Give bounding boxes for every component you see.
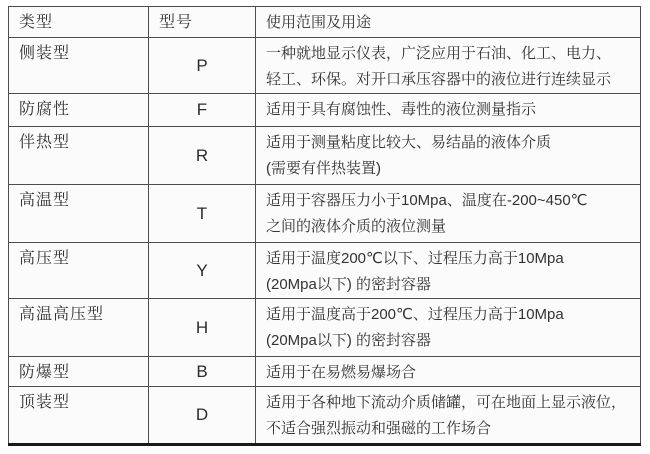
column-header-usage: 使用范围及用途 bbox=[256, 7, 641, 38]
table-row bbox=[9, 38, 641, 94]
usage-cell bbox=[256, 38, 641, 94]
usage-line: 不适合强烈振动和强磁的工作场合 bbox=[266, 420, 492, 437]
model-cell: R bbox=[149, 127, 256, 185]
header-row bbox=[9, 7, 641, 38]
type-cell: 高温型 bbox=[9, 185, 149, 243]
usage-line: 适用于测量粘度比较大、易结晶的液体介质 bbox=[266, 134, 552, 151]
table-row bbox=[9, 299, 641, 357]
usage-cell bbox=[256, 94, 641, 127]
usage-cell bbox=[256, 357, 641, 387]
usage-line: 轻工、环保。对开口承压容器中的液位进行连续显示 bbox=[266, 71, 612, 88]
model-cell: Y bbox=[149, 243, 256, 299]
table-row bbox=[9, 185, 641, 243]
usage-line: 一种就地显示仪表，广泛应用于石油、化工、电力、 bbox=[266, 45, 612, 62]
usage-line: 之间的液体介质的液位测量 bbox=[266, 218, 447, 235]
type-cell: 伴热型 bbox=[9, 127, 149, 185]
type-cell: 防爆型 bbox=[9, 357, 149, 387]
usage-cell bbox=[256, 185, 641, 243]
usage-cell bbox=[256, 387, 641, 445]
table-row bbox=[9, 387, 641, 445]
type-cell: 高压型 bbox=[9, 243, 149, 299]
column-header-model: 型号 bbox=[149, 7, 256, 38]
usage-line: 适用于容器压力小于10Mpa、温度在-200~450℃ bbox=[266, 192, 588, 209]
model-cell: D bbox=[149, 387, 256, 445]
usage-line: 适用于具有腐蚀性、毒性的液位测量指示 bbox=[266, 101, 537, 118]
usage-line: (需要有伴热装置) bbox=[266, 160, 381, 177]
table-row bbox=[9, 94, 641, 127]
table-row bbox=[9, 243, 641, 299]
model-cell: T bbox=[149, 185, 256, 243]
model-cell: H bbox=[149, 299, 256, 357]
model-cell: F bbox=[149, 94, 256, 127]
model-cell: B bbox=[149, 357, 256, 387]
table-row bbox=[9, 127, 641, 185]
table-row bbox=[9, 357, 641, 387]
usage-line: (20Mpa以下) 的密封容器 bbox=[266, 276, 432, 293]
type-cell: 顶装型 bbox=[9, 387, 149, 445]
usage-cell bbox=[256, 127, 641, 185]
type-cell: 高温高压型 bbox=[9, 299, 149, 357]
usage-line: 适用于在易燃易爆场合 bbox=[266, 364, 417, 381]
usage-line: 适用于各种地下流动介质储罐，可在地面上显示液位， bbox=[266, 394, 627, 411]
spec-table-container bbox=[8, 6, 641, 446]
model-cell: P bbox=[149, 38, 256, 94]
usage-cell bbox=[256, 243, 641, 299]
usage-line: 适用于温度200℃以下、过程压力高于10Mpa bbox=[266, 250, 564, 267]
usage-line: (20Mpa以下) 的密封容器 bbox=[266, 332, 432, 349]
column-header-type: 类型 bbox=[9, 7, 149, 38]
type-cell: 侧装型 bbox=[9, 38, 149, 94]
usage-line: 适用于温度高于200℃、过程压力高于10Mpa bbox=[266, 306, 564, 323]
level-gauge-type-table bbox=[8, 6, 641, 446]
type-cell: 防腐性 bbox=[9, 94, 149, 127]
usage-cell bbox=[256, 299, 641, 357]
